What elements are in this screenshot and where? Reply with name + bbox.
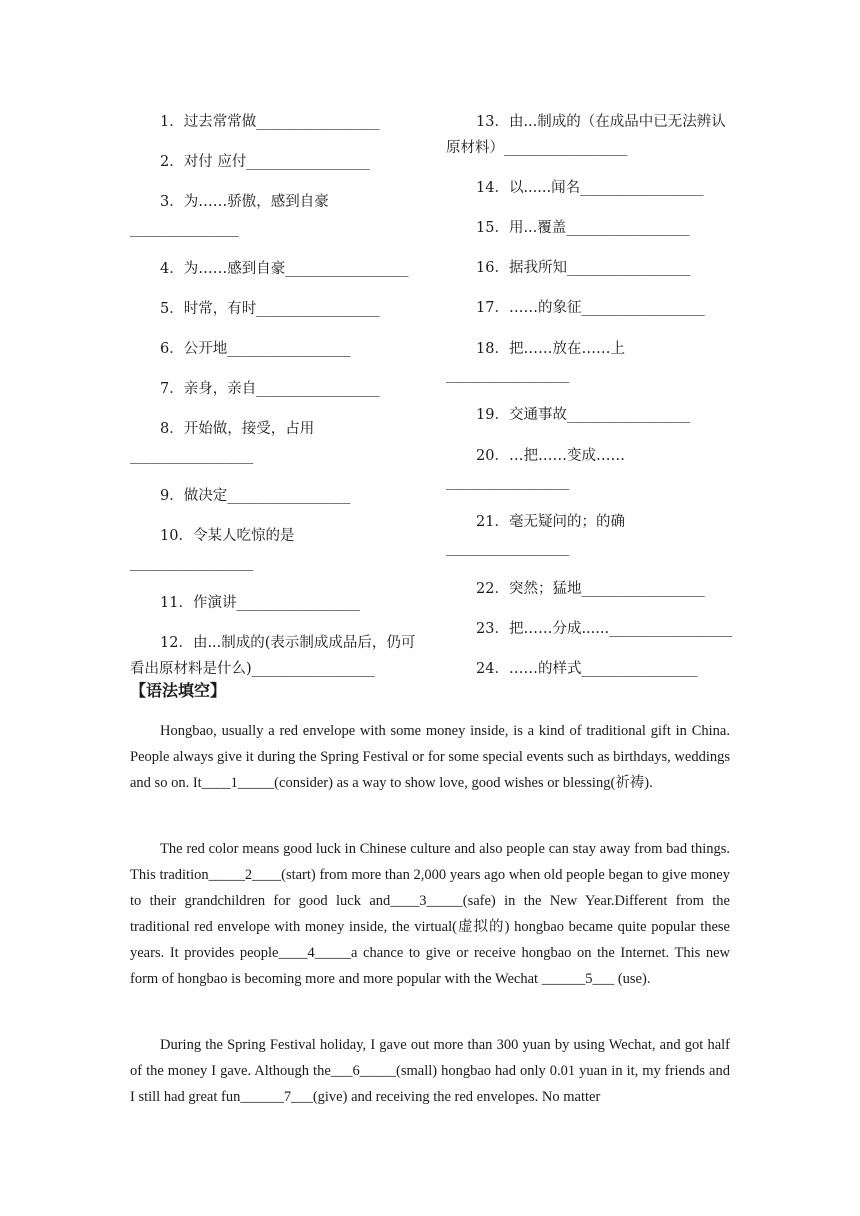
- item-text: ……的样式: [508, 661, 582, 677]
- item-number: 24．: [476, 661, 509, 677]
- answer-blank[interactable]: _________________: [566, 407, 691, 423]
- answer-blank[interactable]: _________________: [581, 300, 705, 316]
- item-text: 突然；猛地: [508, 581, 582, 597]
- item-text: 公开地: [183, 341, 228, 357]
- vocab-item-10: [160, 526, 294, 546]
- item-text: …把……变成……: [508, 448, 625, 464]
- item-number: 9．: [160, 488, 184, 504]
- vocab-item-16: [476, 258, 690, 278]
- answer-blank[interactable]: _________________: [130, 555, 254, 571]
- item-text: 作演讲: [192, 595, 237, 611]
- item-number: 11．: [160, 595, 193, 611]
- vocab-item-24: [476, 659, 697, 679]
- answer-blank[interactable]: _________________: [446, 367, 570, 383]
- vocab-item-18: [476, 339, 625, 359]
- answer-blank[interactable]: _________________: [256, 381, 380, 397]
- vocab-item-8: [160, 419, 314, 439]
- vocab-item-9: [160, 486, 350, 506]
- item-text: 据我所知: [508, 260, 567, 276]
- answer-blank[interactable]: _________________: [566, 260, 691, 276]
- vocab-item-21: [476, 512, 625, 532]
- item-number: 15．: [476, 220, 509, 236]
- item-number: 14．: [476, 180, 509, 196]
- item-text: 对付 应付: [183, 154, 247, 170]
- vocab-item-11: [160, 593, 360, 613]
- vocab-item-4: [160, 259, 408, 279]
- item-text: 以......闻名: [508, 180, 581, 196]
- item-number: 5．: [160, 301, 184, 317]
- passage-paragraph-3: During the Spring Festival holiday, I gave out more than 300 yuan by using Wechat, and got half of the money I gave. Although the___6_____(small) hongbao had only 0.01 yuan in it, my friends and I still had great fun______7___(give) and receiving the red envelopes. No matter: [130, 1037, 730, 1105]
- item-number: 8．: [160, 421, 184, 437]
- item-text: 为……骄傲，感到自豪: [183, 194, 329, 210]
- item-number: 12．: [160, 635, 193, 651]
- item-text: 令某人吃惊的是: [192, 528, 295, 544]
- answer-blank[interactable]: 看出原材料是什么)_________________: [130, 661, 375, 677]
- vocab-item-15: [476, 218, 690, 238]
- item-text: 过去常常做: [183, 114, 257, 130]
- item-number: 2．: [160, 154, 184, 170]
- vocab-item-19: [476, 405, 690, 425]
- item-number: 20．: [476, 448, 509, 464]
- item-number: 13．: [476, 114, 509, 130]
- answer-blank[interactable]: _________________: [246, 154, 370, 170]
- item-text: 开始做，接受，占用: [183, 421, 315, 437]
- vocab-item-3: [160, 192, 329, 212]
- item-number: 22．: [476, 581, 509, 597]
- item-number: 19．: [476, 407, 509, 423]
- item-text: 为……感到自豪: [183, 261, 286, 277]
- item-text: 由...制成的(表示制成成品后，仍可: [192, 635, 416, 651]
- answer-blank[interactable]: _________________: [446, 474, 570, 490]
- item-number: 7．: [160, 381, 184, 397]
- item-text: 把……放在……上: [508, 341, 625, 357]
- item-text: 亲身，亲自: [183, 381, 257, 397]
- item-number: 10．: [160, 528, 193, 544]
- vocab-item-13: [476, 112, 726, 132]
- answer-blank[interactable]: _________________: [285, 261, 409, 277]
- answer-blank[interactable]: _________________: [256, 301, 380, 317]
- answer-blank[interactable]: _________________: [446, 540, 570, 556]
- item-number: 17．: [476, 300, 509, 316]
- item-text: 把……分成......: [508, 621, 610, 637]
- vocab-item-12: [160, 633, 415, 653]
- answer-blank[interactable]: _______________: [130, 221, 239, 237]
- section-title: 【语法填空】: [130, 681, 227, 700]
- item-number: 23．: [476, 621, 509, 637]
- item-number: 16．: [476, 260, 509, 276]
- item-text: 时常，有时: [183, 301, 257, 317]
- item-number: 1．: [160, 114, 184, 130]
- vocab-item-5: [160, 299, 379, 319]
- answer-blank[interactable]: _________________: [130, 448, 254, 464]
- item-text: 毫无疑问的；的确: [508, 514, 625, 530]
- answer-blank[interactable]: _________________: [227, 341, 351, 357]
- item-number: 4．: [160, 261, 184, 277]
- vocab-item-6: [160, 339, 350, 359]
- item-text: 用...覆盖: [508, 220, 567, 236]
- vocab-item-20: [476, 446, 625, 466]
- vocab-item-23: [476, 619, 732, 639]
- answer-blank[interactable]: ________________: [581, 661, 698, 677]
- passage-paragraph-1: Hongbao, usually a red envelope with some money inside, is a kind of traditional gift in China. People always give it during the Spring Festival or for some special events such as birthdays, weddings and so on. It____1_____(consider) as a way to show love, good wishes or blessing(祈祷).: [130, 723, 730, 791]
- vocab-item-14: [476, 178, 703, 198]
- vocab-item-17: [476, 298, 705, 318]
- answer-blank[interactable]: _________________: [580, 180, 704, 196]
- vocab-item-1: [160, 112, 379, 132]
- answer-blank[interactable]: _________________: [566, 220, 690, 236]
- answer-blank[interactable]: _________________: [227, 488, 351, 504]
- item-number: 21．: [476, 514, 509, 530]
- answer-blank[interactable]: _________________: [236, 595, 360, 611]
- item-number: 3．: [160, 194, 184, 210]
- item-text: 由...制成的（在成品中已无法辨认: [508, 114, 726, 130]
- answer-blank[interactable]: _________________: [581, 581, 705, 597]
- item-text: 做决定: [183, 488, 228, 504]
- vocab-item-22: [476, 579, 705, 599]
- item-number: 18．: [476, 341, 509, 357]
- item-text: ……的象征: [508, 300, 582, 316]
- vocab-item-2: [160, 152, 370, 172]
- vocab-item-7: [160, 379, 379, 399]
- answer-blank[interactable]: _________________: [609, 621, 733, 637]
- passage-paragraph-2: The red color means good luck in Chinese culture and also people can stay away from bad things. This tradition_____2____(start) from more than 2,000 years ago when old people began to give money to their grandchildren for good luck and____3_____(safe) in the New Year.Different from the traditional red envelope with money inside, the virtual(虚拟的) hongbao became quite popular these years. It provides people____4_____a chance to give or receive hongbao on the Internet. This new form of hongbao is becoming more and more popular with the Wechat ______5___ (use).: [130, 841, 730, 987]
- answer-blank[interactable]: 原材料）_________________: [446, 140, 628, 156]
- item-text: 交通事故: [508, 407, 567, 423]
- item-number: 6．: [160, 341, 184, 357]
- answer-blank[interactable]: _________________: [256, 114, 380, 130]
